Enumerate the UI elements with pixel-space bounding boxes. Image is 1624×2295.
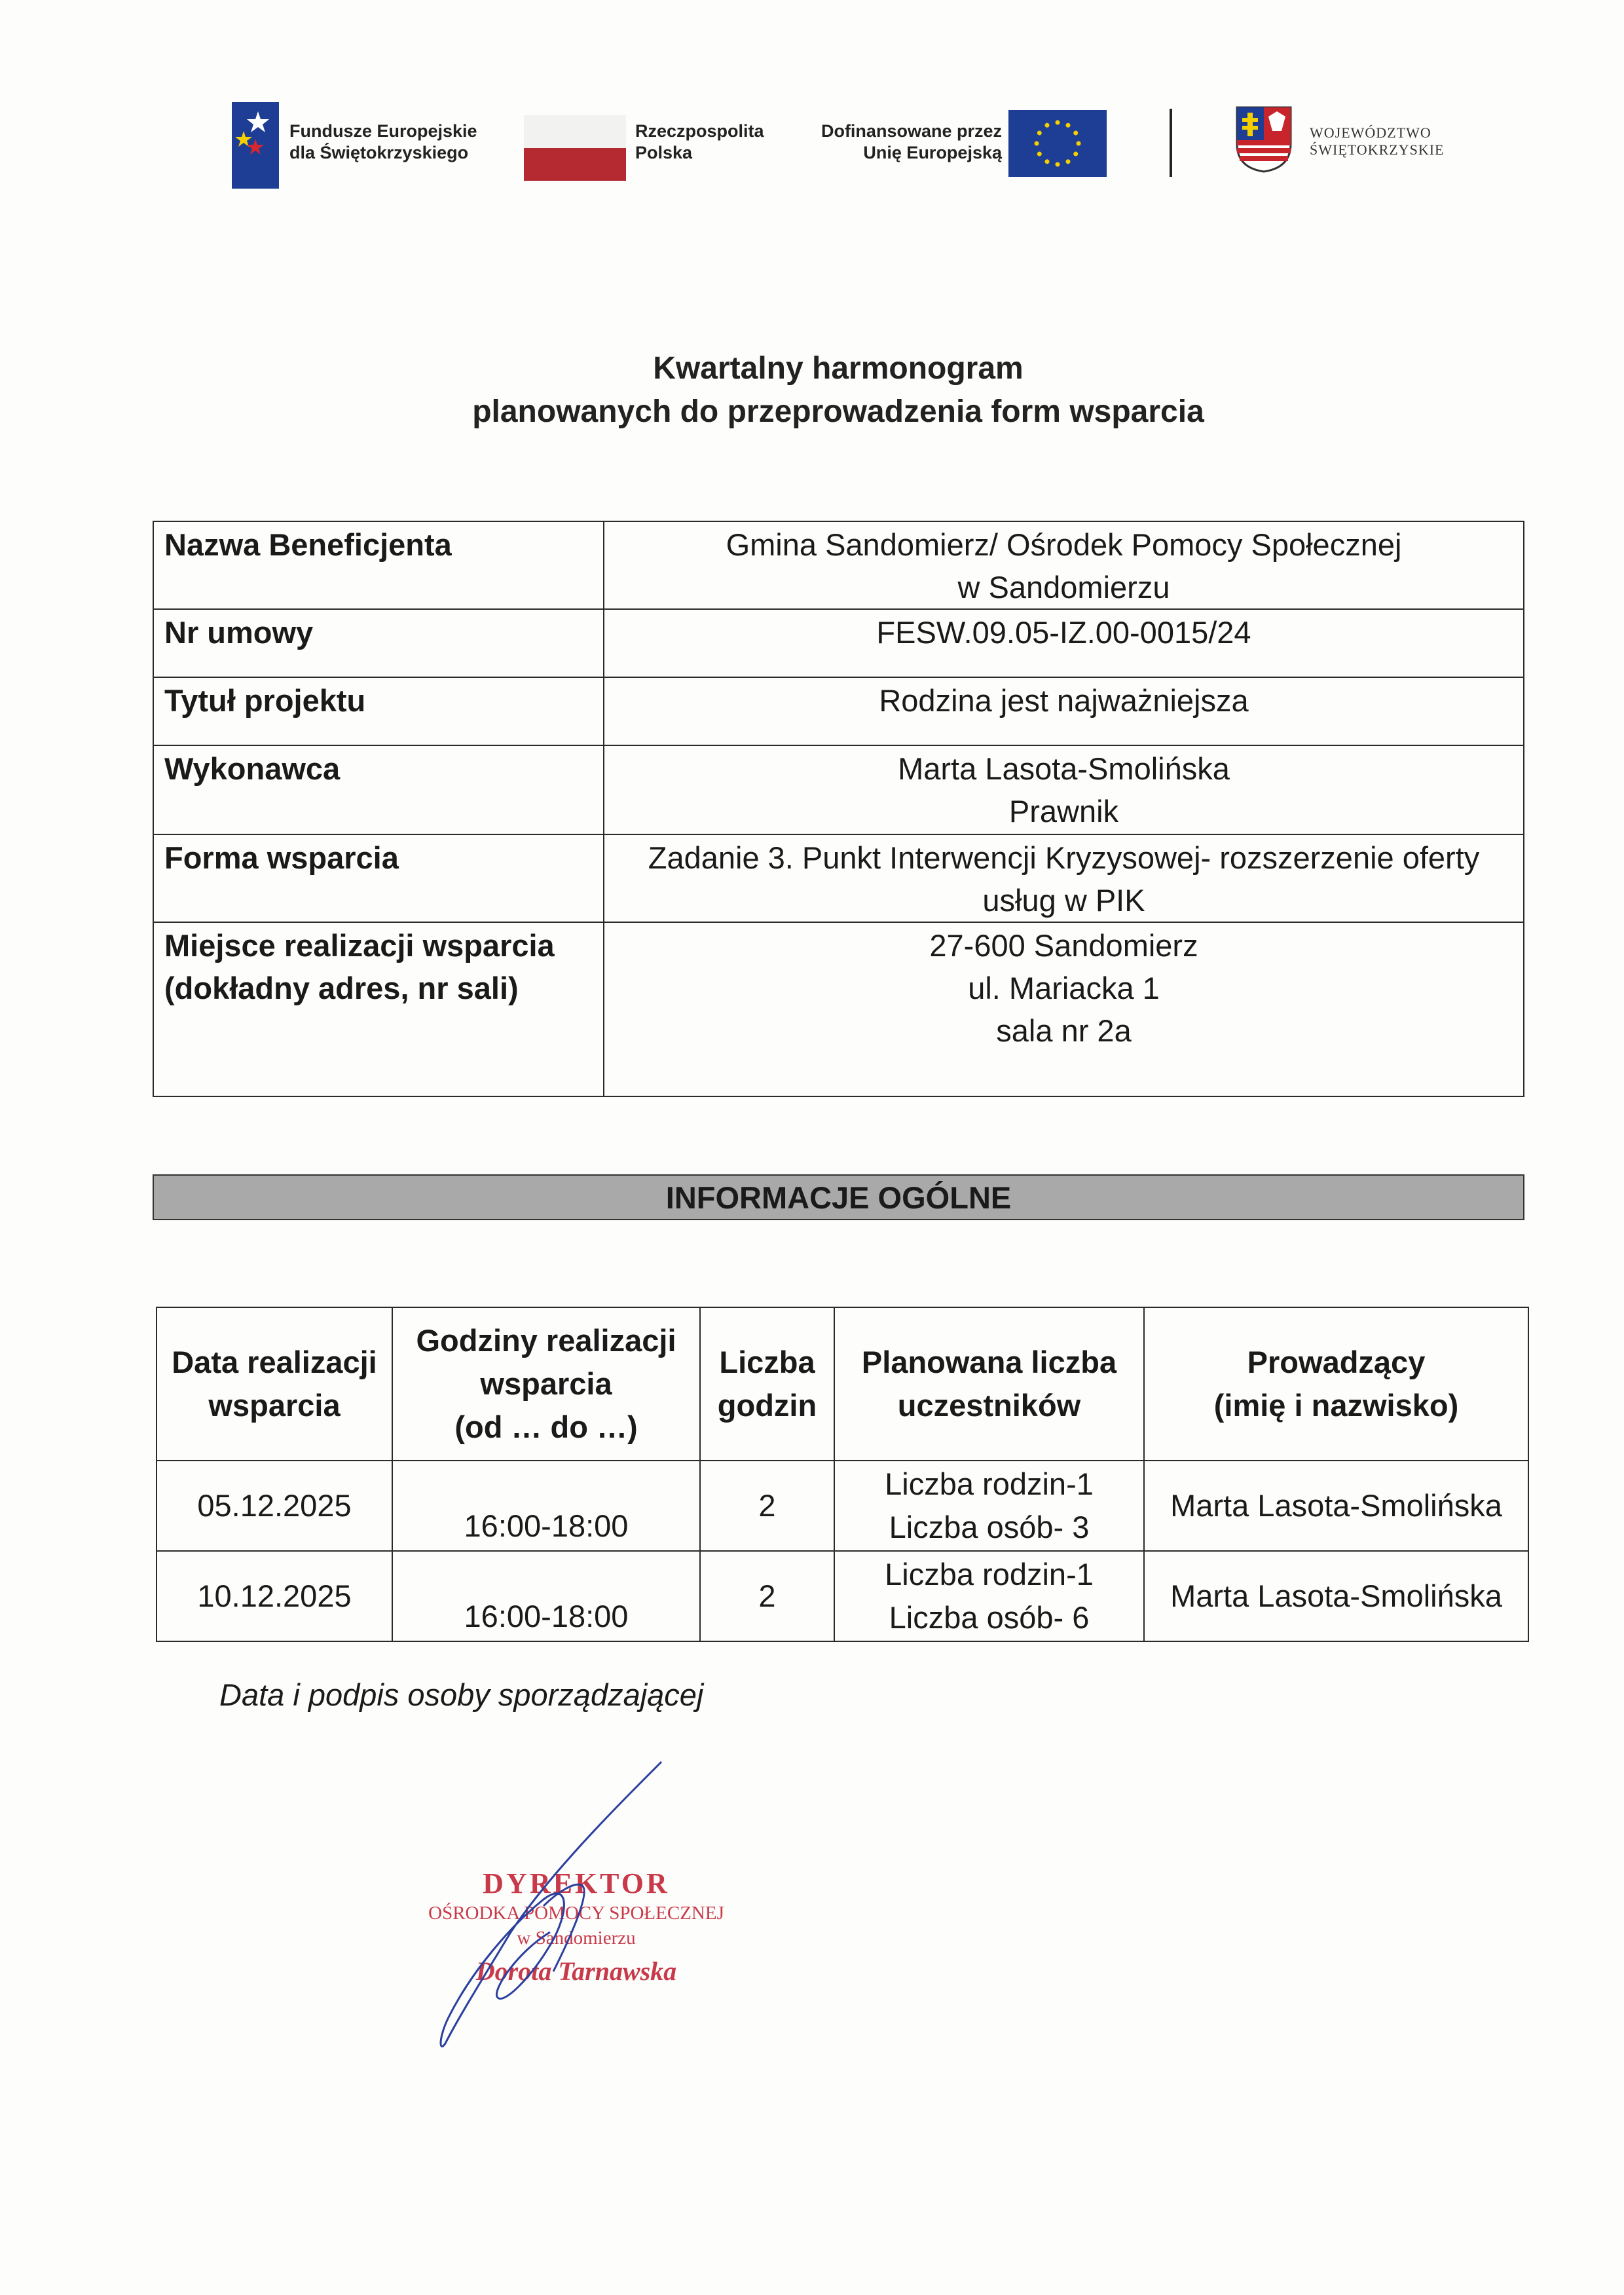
eu-star-icon bbox=[1073, 131, 1078, 136]
eu-star-icon bbox=[1066, 123, 1071, 128]
table-row bbox=[153, 609, 1524, 677]
cell-leader: Marta Lasota-Smolińska bbox=[1144, 1461, 1528, 1551]
header-prowadzacy: Prowadzący (imię i nazwisko) bbox=[1144, 1307, 1528, 1461]
schedule-table bbox=[156, 1307, 1529, 1642]
label-miejsce-realizacji: Miejsce realizacji wsparcia (dokładny adres, nr sali) bbox=[153, 922, 604, 1096]
table-header-row bbox=[157, 1307, 1528, 1461]
fundusze-europejskie-label: Fundusze Europejskie dla Świętokrzyskiego bbox=[289, 121, 477, 162]
cell-date: 05.12.2025 bbox=[157, 1461, 392, 1551]
wojewodztwo-label: WOJEWÓDZTWO ŚWIĘTOKRZYSKIE bbox=[1310, 124, 1445, 158]
polish-flag-icon bbox=[524, 115, 626, 181]
cell-hours: 16:00-18:00 bbox=[392, 1461, 700, 1551]
cell-leader: Marta Lasota-Smolińska bbox=[1144, 1551, 1528, 1641]
section-header-informacje-ogolne: INFORMACJE OGÓLNE bbox=[153, 1174, 1524, 1220]
header-liczba-godzin: Liczba godzin bbox=[700, 1307, 834, 1461]
cell-hours: 16:00-18:00 bbox=[392, 1551, 700, 1641]
title-line-1: Kwartalny harmonogram bbox=[653, 351, 1024, 386]
document-title bbox=[0, 347, 1624, 434]
table-row bbox=[157, 1551, 1528, 1641]
table-row bbox=[153, 922, 1524, 1096]
handwritten-signature-icon bbox=[419, 1755, 694, 2057]
value-wykonawca: Marta Lasota-Smolińska Prawnik bbox=[604, 745, 1524, 834]
value-tytul-projektu: Rodzina jest najważniejsza bbox=[604, 677, 1524, 745]
swietokrzyskie-coat-of-arms-icon bbox=[1234, 105, 1293, 173]
value-miejsce-realizacji: 27-600 Sandomierz ul. Mariacka 1 sala nr 2a bbox=[604, 922, 1524, 1096]
label-forma-wsparcia: Forma wsparcia bbox=[153, 834, 604, 922]
eu-flag-icon bbox=[1008, 110, 1107, 177]
table-row bbox=[153, 677, 1524, 745]
project-info-table bbox=[153, 521, 1524, 1097]
label-beneficjent: Nazwa Beneficjenta bbox=[153, 521, 604, 609]
eu-star-icon bbox=[1077, 141, 1081, 146]
eu-star-icon bbox=[1045, 159, 1050, 164]
table-row bbox=[153, 834, 1524, 922]
cell-participants: Liczba rodzin-1 Liczba osób- 6 bbox=[834, 1551, 1144, 1641]
eu-star-icon bbox=[1066, 159, 1071, 164]
cell-hour-count: 2 bbox=[700, 1551, 834, 1641]
director-stamp: DYREKTOR OŚRODKA POMOCY SPOŁECZNEJ w Sandomierzu Dorota Tarnawska bbox=[428, 1867, 724, 1986]
fundusze-europejskie-logo-icon bbox=[232, 102, 279, 189]
logo-bar bbox=[229, 98, 1447, 190]
eu-cofinancing-label: Dofinansowane przez Unię Europejską bbox=[821, 121, 1002, 162]
eu-star-icon bbox=[1056, 121, 1060, 125]
label-tytul-projektu: Tytuł projektu bbox=[153, 677, 604, 745]
title-line-2: planowanych do przeprowadzenia form wsparcia bbox=[472, 394, 1204, 429]
table-row bbox=[153, 745, 1524, 834]
signature-caption: Data i podpis osoby sporządzającej bbox=[219, 1677, 704, 1712]
eu-star-icon bbox=[1035, 141, 1039, 146]
header-godziny-realizacji: Godziny realizacji wsparcia (od … do …) bbox=[392, 1307, 700, 1461]
eu-star-icon bbox=[1037, 131, 1042, 136]
label-wykonawca: Wykonawca bbox=[153, 745, 604, 834]
value-beneficjent: Gmina Sandomierz/ Ośrodek Pomocy Społecznej w Sandomierzu bbox=[604, 521, 1524, 609]
header-data-realizacji: Data realizacji wsparcia bbox=[157, 1307, 392, 1461]
value-forma-wsparcia: Zadanie 3. Punkt Interwencji Kryzysowej- rozszerzenie oferty usług w PIK bbox=[604, 834, 1524, 922]
header-planowana-liczba: Planowana liczba uczestników bbox=[834, 1307, 1144, 1461]
cell-participants: Liczba rodzin-1 Liczba osób- 3 bbox=[834, 1461, 1144, 1551]
cell-date: 10.12.2025 bbox=[157, 1551, 392, 1641]
rzeczpospolita-label: Rzeczpospolita Polska bbox=[635, 121, 764, 162]
logo-separator bbox=[1170, 109, 1172, 177]
label-nr-umowy: Nr umowy bbox=[153, 609, 604, 677]
eu-star-icon bbox=[1073, 152, 1078, 157]
eu-star-icon bbox=[1037, 152, 1042, 157]
value-nr-umowy: FESW.09.05-IZ.00-0015/24 bbox=[604, 609, 1524, 677]
cell-hour-count: 2 bbox=[700, 1461, 834, 1551]
table-row bbox=[157, 1461, 1528, 1551]
eu-star-icon bbox=[1056, 162, 1060, 167]
eu-star-icon bbox=[1045, 123, 1050, 128]
table-row bbox=[153, 521, 1524, 609]
